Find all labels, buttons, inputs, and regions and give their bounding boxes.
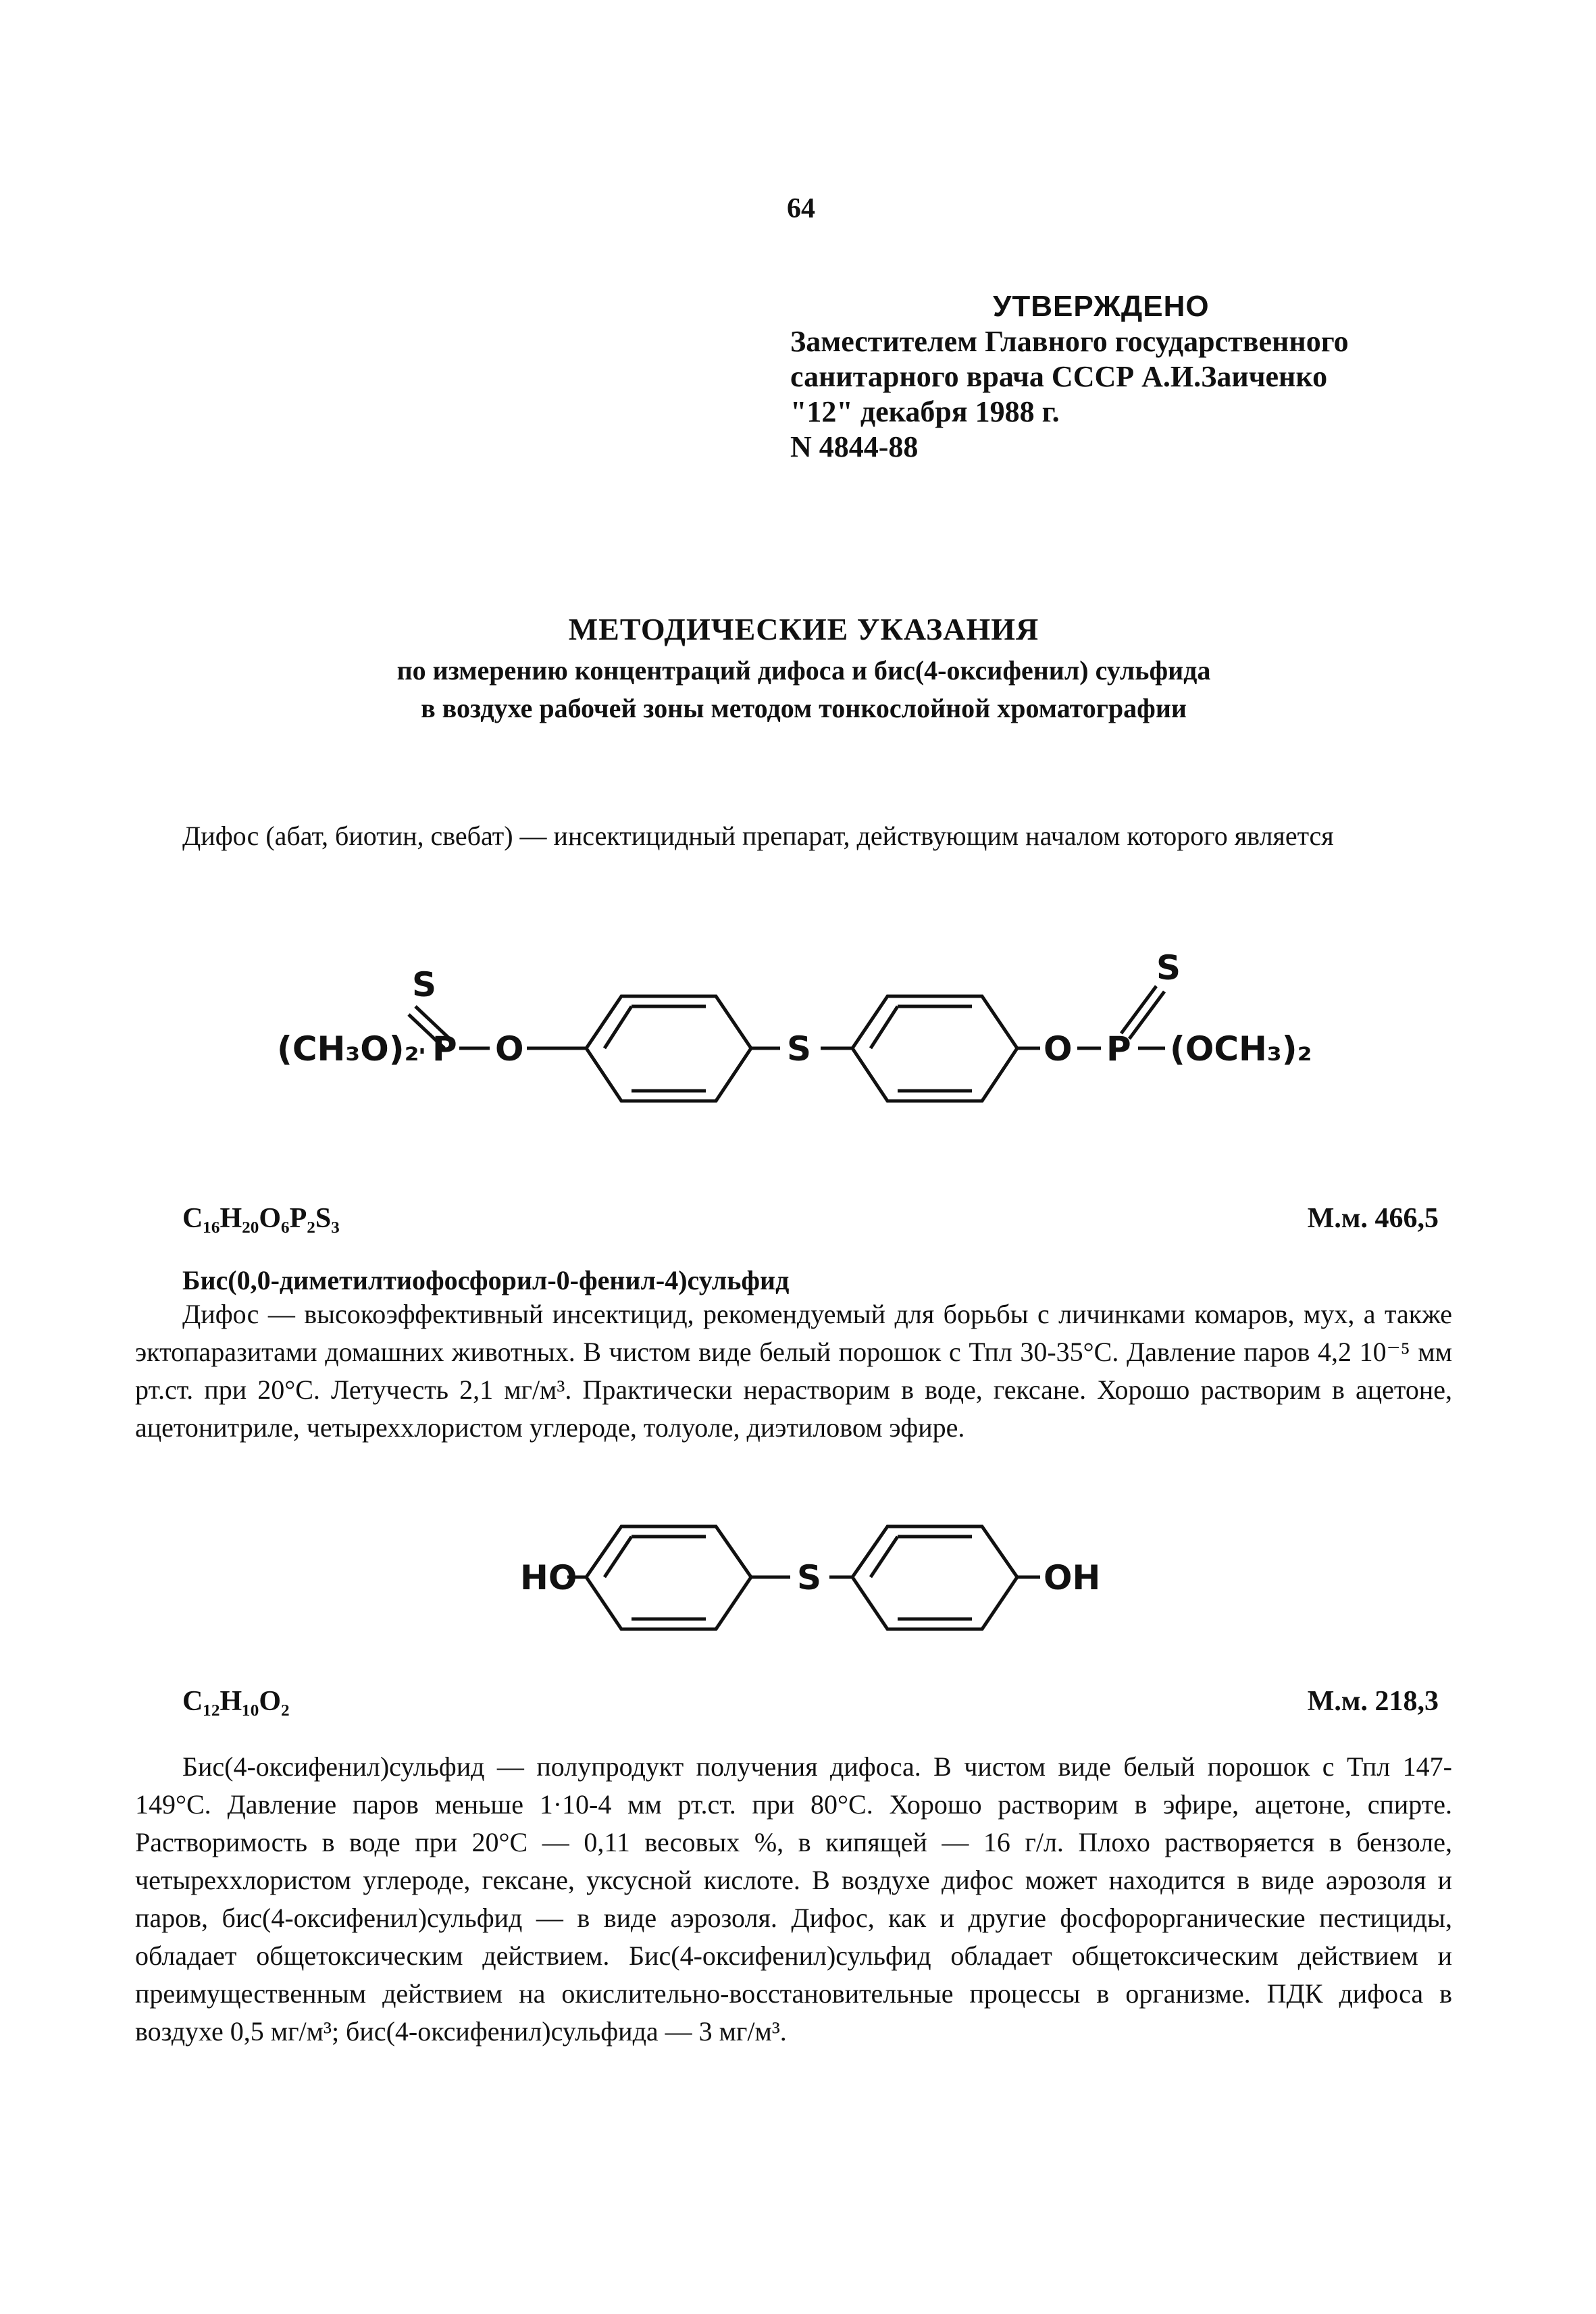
approval-block bbox=[790, 289, 1398, 465]
left-methoxy-group: (CH₃O)₂ bbox=[277, 1029, 419, 1069]
sulfide-bridge: S bbox=[787, 1029, 812, 1069]
page-number: 64 bbox=[787, 193, 815, 224]
phosphorus-left: P bbox=[432, 1029, 457, 1069]
oxygen-right: O bbox=[1044, 1029, 1073, 1069]
formula-difos: C₁₆H₂₀O₆P₂S₃ bbox=[182, 1203, 340, 1234]
structure-bisphenol-drawing bbox=[0, 1499, 1596, 1662]
approval-line: Заместителем Главного государственного bbox=[790, 325, 1349, 358]
structure-bisphenol-sulfide bbox=[0, 1499, 1596, 1662]
subtitle-line: в воздухе рабочей зоны методом тонкослойной хроматографии bbox=[421, 693, 1187, 723]
formula-bisphenol-sulfide: C₁₂H₁₀O₂ bbox=[182, 1686, 290, 1717]
oxygen-left: O bbox=[495, 1029, 524, 1069]
structure-difos bbox=[0, 939, 1596, 1141]
molecular-weight-difos: М.м. 466,5 bbox=[1307, 1203, 1439, 1234]
structure-difos-drawing bbox=[0, 939, 1596, 1141]
hydroxyl-right: OH bbox=[1044, 1558, 1101, 1597]
compound-name-difos: Бис(0,0-диметилтиофосфорил-0-фенил-4)сульфид bbox=[182, 1265, 790, 1295]
approval-line: "12" декабря 1988 г. bbox=[790, 395, 1060, 428]
phosphorus-right: P bbox=[1106, 1029, 1131, 1069]
approval-line: N 4844-88 bbox=[790, 430, 919, 463]
description-bisphenol-sulfide: Бис(4-оксифенил)сульфид — полупродукт получения дифоса. В чистом виде белый порошок с Тпл 147-149°С. Давление паров меньше 1·10-4 мм рт.ст. при 80°С. Хорошо растворим в эфире, ацетоне, спирте. Растворимость в воде при 20°С — 0,11 весовых %, в кипящей — 16 г/л. Плохо растворяется в бензоле, четыреххлористом углероде, гексане, уксусной кислоте. В воздухе дифос может находится в виде аэрозоля и паров, бис(4-оксифенил)сульфид — в виде аэрозоля. Дифос, как и другие фосфорорганические пестициды, обладает общетоксическим действием. Бис(4-оксифенил)сульфид обладает общетоксическим действием и преимущественным действием на окислительно-восстановительные процессы в организме. ПДК дифоса в воздухе 0,5 мг/м³; бис(4-оксифенил)сульфида — 3 мг/м³. bbox=[135, 1751, 1452, 2047]
molecular-weight-bisphenol-sulfide: М.м. 218,3 bbox=[1307, 1686, 1439, 1717]
thio-sulfur-right: S bbox=[1156, 948, 1181, 987]
thio-sulfur-left: S bbox=[412, 965, 437, 1004]
sulfide-bridge-2: S bbox=[797, 1558, 822, 1597]
intro-paragraph: Дифос (абат, биотин, свебат) — инсектицидный препарат, действующим началом которого является bbox=[182, 821, 1334, 851]
right-methoxy-group: (OCH₃)₂ bbox=[1170, 1029, 1312, 1069]
document-title: МЕТОДИЧЕСКИЕ УКАЗАНИЯ bbox=[568, 612, 1039, 646]
subtitle-line: по измерению концентраций дифоса и бис(4-оксифенил) сульфида bbox=[396, 655, 1211, 686]
approval-stamp: УТВЕРЖДЕНО bbox=[993, 290, 1210, 323]
approval-line: санитарного врача СССР А.И.Заиченко bbox=[790, 360, 1328, 393]
description-difos: Дифос — высокоэффективный инсектицид, рекомендуемый для борьбы с личинками комаров, мух, а также эктопаразитами домашних животных. В чистом виде белый порошок с Тпл 30-35°С. Давление паров 4,2 10⁻⁵ мм рт.ст. при 20°С. Летучесть 2,1 мг/м³. Практически нерастворим в воде, гексане. Хорошо растворим в ацетоне, ацетонитриле, четыреххлористом углероде, толуоле, диэтиловом эфире. bbox=[135, 1299, 1452, 1443]
hydroxyl-left: HO bbox=[520, 1558, 577, 1597]
document-subtitle bbox=[203, 652, 1405, 727]
